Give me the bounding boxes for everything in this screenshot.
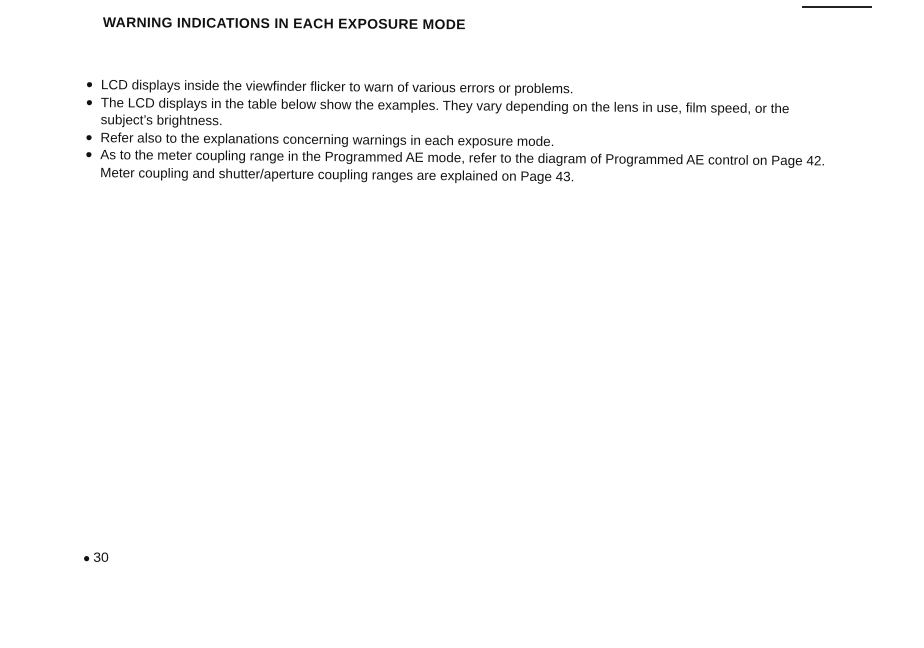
list-item-text: The LCD displays in the table below show the examples. They vary depending on the lens in use, film speed, or the subject’s brightness.	[100, 94, 790, 129]
bullet-icon: ●	[85, 129, 93, 144]
bullet-icon: ●	[83, 551, 91, 565]
bullet-icon: ●	[85, 76, 94, 92]
page-number	[83, 549, 109, 565]
page-number-text: 30	[93, 549, 109, 565]
list-item-text: Refer also to the explanations concerning warnings in each exposure mode.	[100, 129, 555, 149]
bullet-icon: ●	[85, 146, 93, 162]
top-rule	[802, 6, 872, 8]
list-item-text: LCD displays inside the viewfinder flicker to warn of various errors or problems.	[100, 77, 574, 97]
section-title: WARNING INDICATIONS IN EACH EXPOSURE MODE	[102, 14, 466, 33]
bullet-list	[85, 76, 826, 187]
list-item-text: As to the meter coupling range in the Programmed AE mode, refer to the diagram of Programmed AE control on Page 42. Meter coupling and shutter/aperture coupling ranges are explained on Page 43.	[100, 147, 826, 184]
bullet-icon: ●	[85, 94, 94, 109]
list-item	[85, 146, 825, 187]
